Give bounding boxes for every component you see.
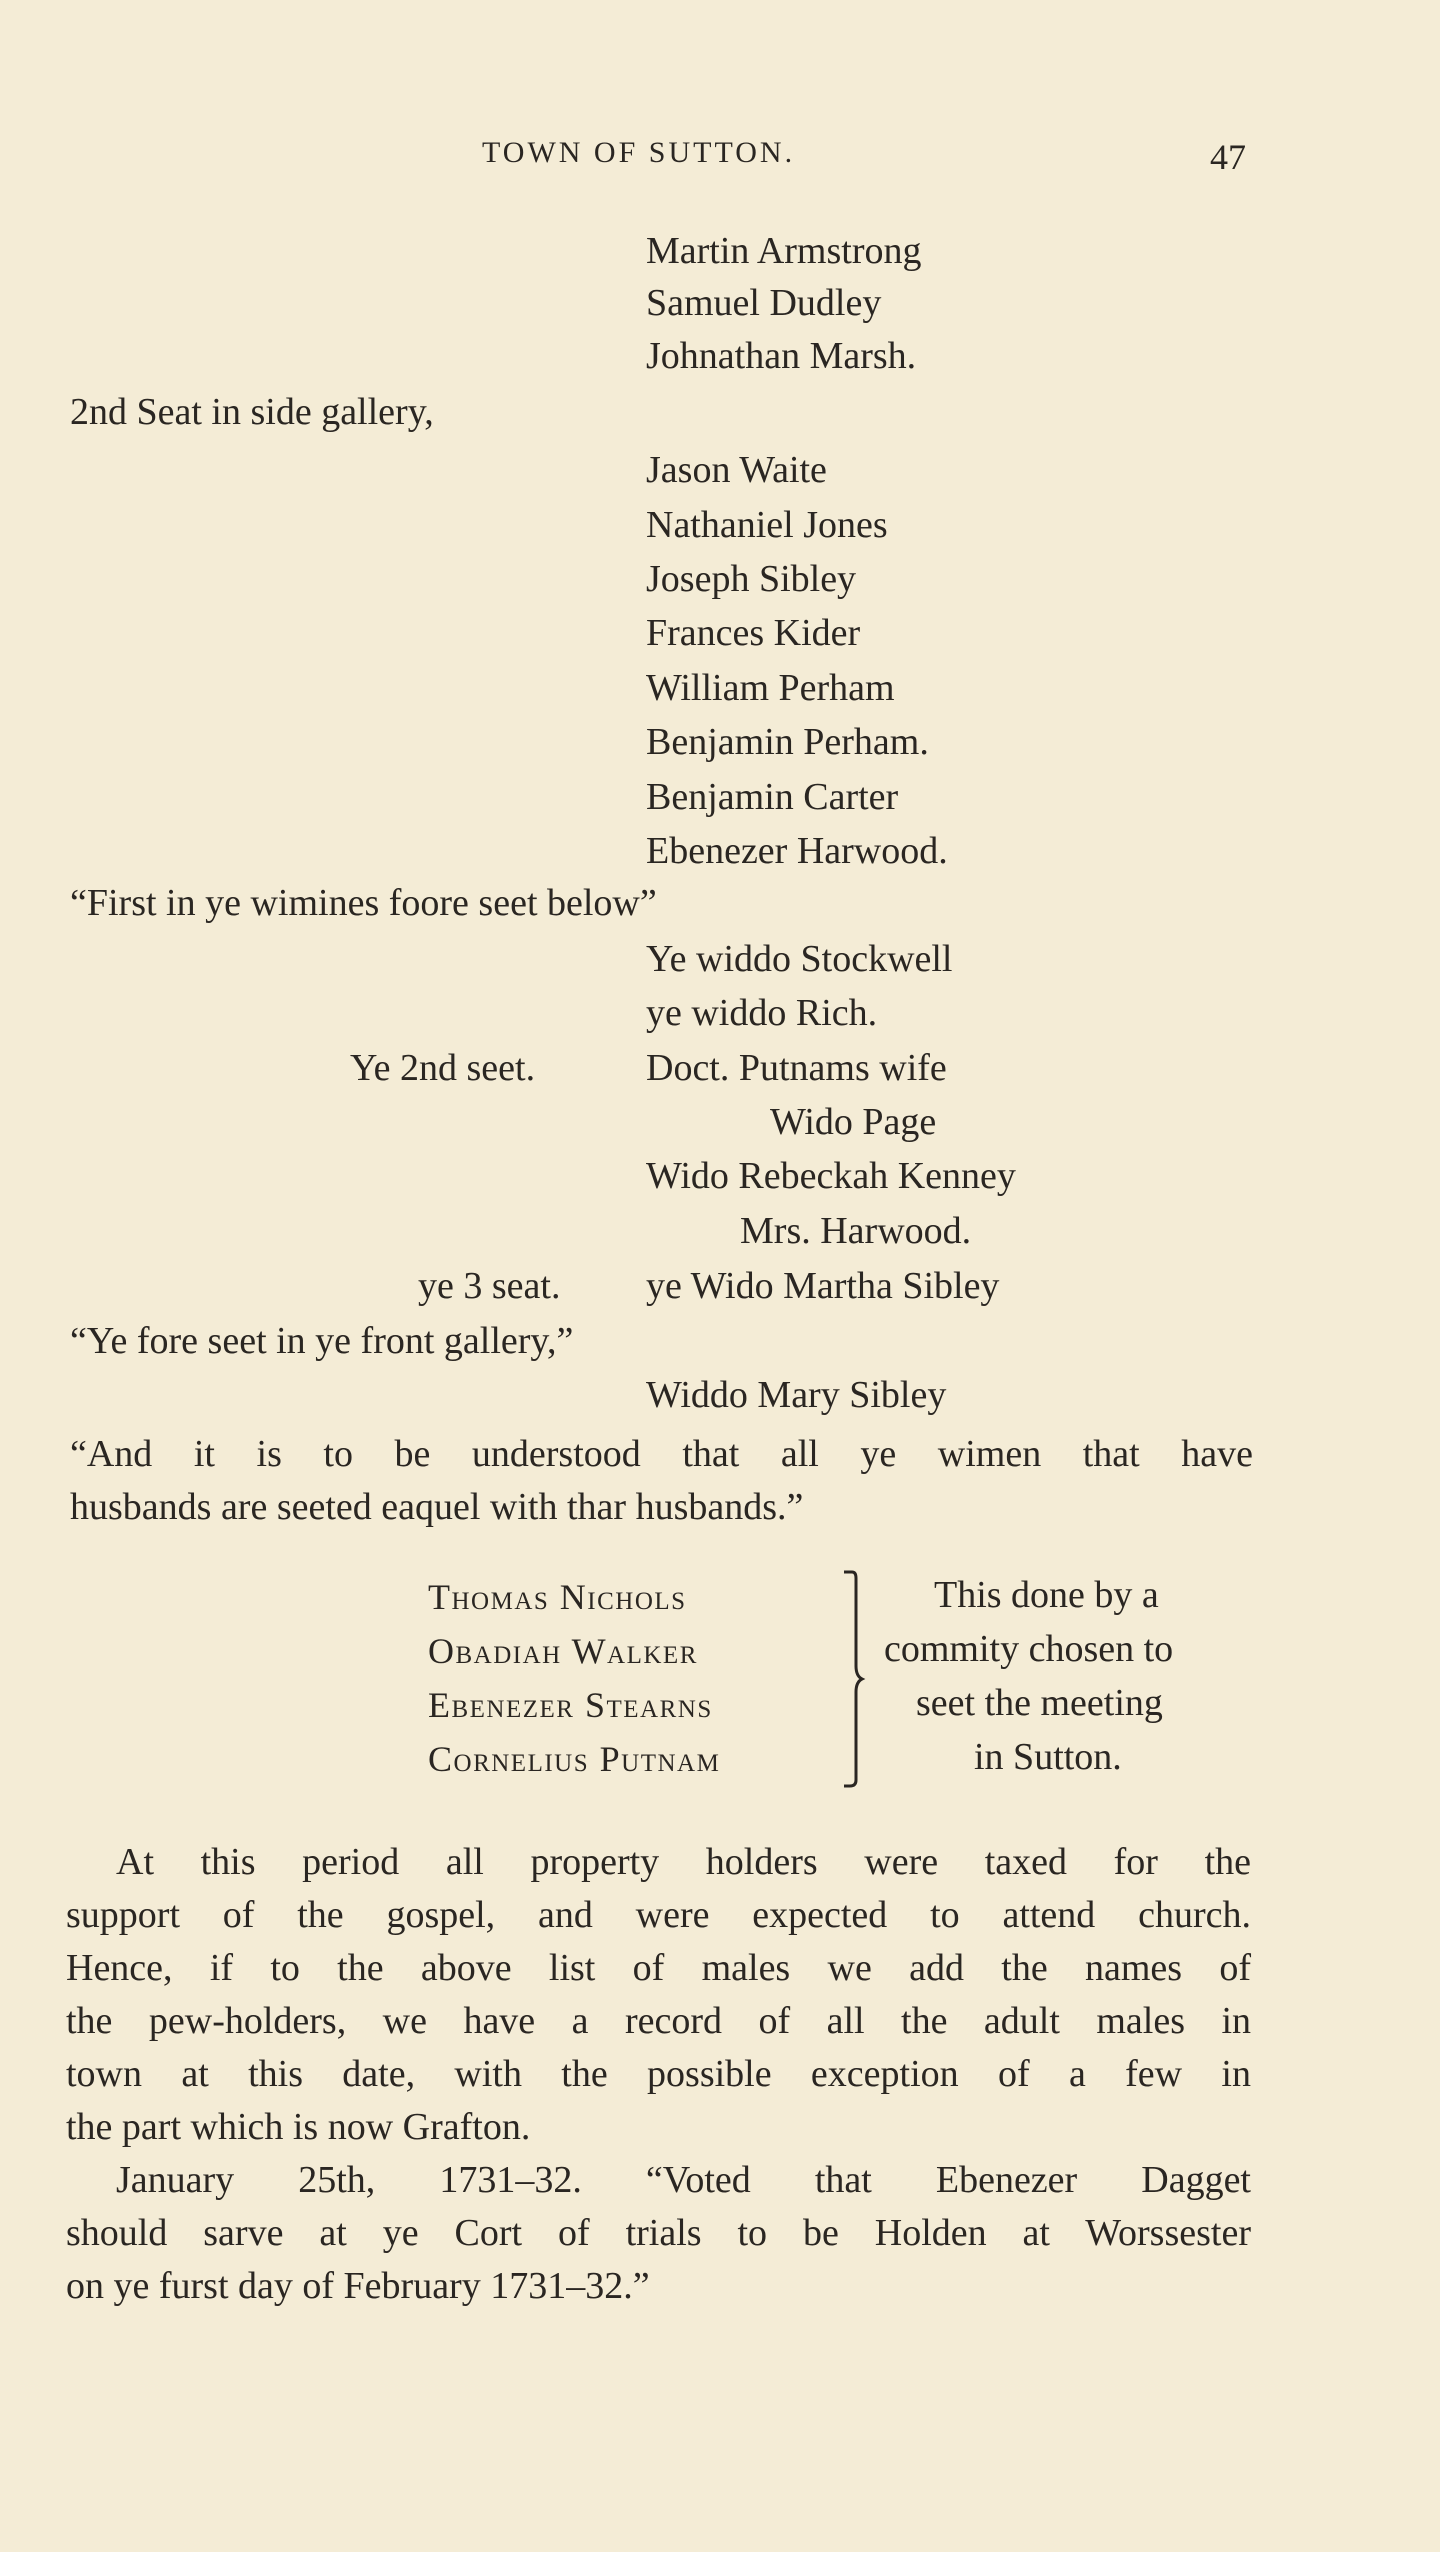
list-item: Johnathan Marsh. [646, 335, 917, 377]
text-line: At this period all property holders were taxed for the [116, 1841, 1251, 1883]
list-item: Ye widdo Stockwell [646, 938, 953, 980]
list-item: Widdo Mary Sibley [646, 1374, 947, 1416]
list-item: Joseph Sibley [646, 558, 857, 600]
list-item: Frances Kider [646, 612, 861, 654]
list-item: Benjamin Carter [646, 776, 899, 818]
list-item: Wido Page [770, 1101, 937, 1143]
text-line: the part which is now Grafton. [66, 2106, 531, 2148]
committee-note-line: commity chosen to [884, 1628, 1174, 1670]
list-item: ye widdo Rich. [646, 992, 878, 1034]
curly-brace-icon [838, 1568, 878, 1790]
text-line: on ye furst day of February 1731–32.” [66, 2265, 650, 2307]
body-paragraph [66, 2154, 1251, 2313]
understood-paragraph [70, 1428, 1253, 1534]
committee-member: Ebenezer Stearns [428, 1685, 713, 1725]
women-third-seat-label: ye 3 seat. [418, 1265, 561, 1307]
committee-member: Obadiah Walker [428, 1631, 698, 1671]
text-line: town at this date, with the possible exception of a few in [66, 2053, 1251, 2095]
list-item: Samuel Dudley [646, 282, 882, 324]
text-line: “And it is to be understood that all ye wimen that have [70, 1433, 1253, 1475]
text-line: January 25th, 1731–32. “Voted that Ebenezer Dagget [116, 2159, 1251, 2201]
list-item: Nathaniel Jones [646, 504, 888, 546]
committee-member: Cornelius Putnam [428, 1739, 721, 1779]
committee-note-line: seet the meeting [916, 1682, 1163, 1724]
text-line: support of the gospel, and were expected to attend church. [66, 1894, 1251, 1936]
running-header-title: TOWN OF SUTTON. [482, 136, 796, 169]
committee-note-line: in Sutton. [974, 1736, 1122, 1778]
side-gallery-label: 2nd Seat in side gallery, [70, 391, 434, 433]
text-line: husbands are seeted eaquel with thar husbands.” [70, 1486, 804, 1528]
list-item: ye Wido Martha Sibley [646, 1265, 1000, 1307]
body-paragraph [66, 1836, 1251, 2154]
list-item: Mrs. Harwood. [740, 1210, 972, 1252]
text-line: Hence, if to the above list of males we add the names of [66, 1947, 1251, 1989]
committee-member: Thomas Nichols [428, 1577, 687, 1617]
committee-note-line: This done by a [934, 1574, 1159, 1616]
list-item: Doct. Putnams wife [646, 1047, 947, 1089]
list-item: Benjamin Perham. [646, 721, 929, 763]
text-line: should sarve at ye Cort of trials to be Holden at Worssester [66, 2212, 1251, 2254]
women-second-seat-label: Ye 2nd seet. [350, 1047, 536, 1089]
list-item: Jason Waite [646, 449, 827, 491]
women-first-seat-label: “First in ye wimines foore seet below” [70, 882, 657, 924]
text-line: the pew-holders, we have a record of all the adult males in [66, 2000, 1251, 2042]
list-item: Wido Rebeckah Kenney [646, 1155, 1016, 1197]
list-item: William Perham [646, 667, 895, 709]
list-item: Martin Armstrong [646, 230, 922, 272]
list-item: Ebenezer Harwood. [646, 830, 948, 872]
front-gallery-label: “Ye fore seet in ye front gallery,” [70, 1320, 574, 1362]
page-number: 47 [1210, 137, 1246, 177]
